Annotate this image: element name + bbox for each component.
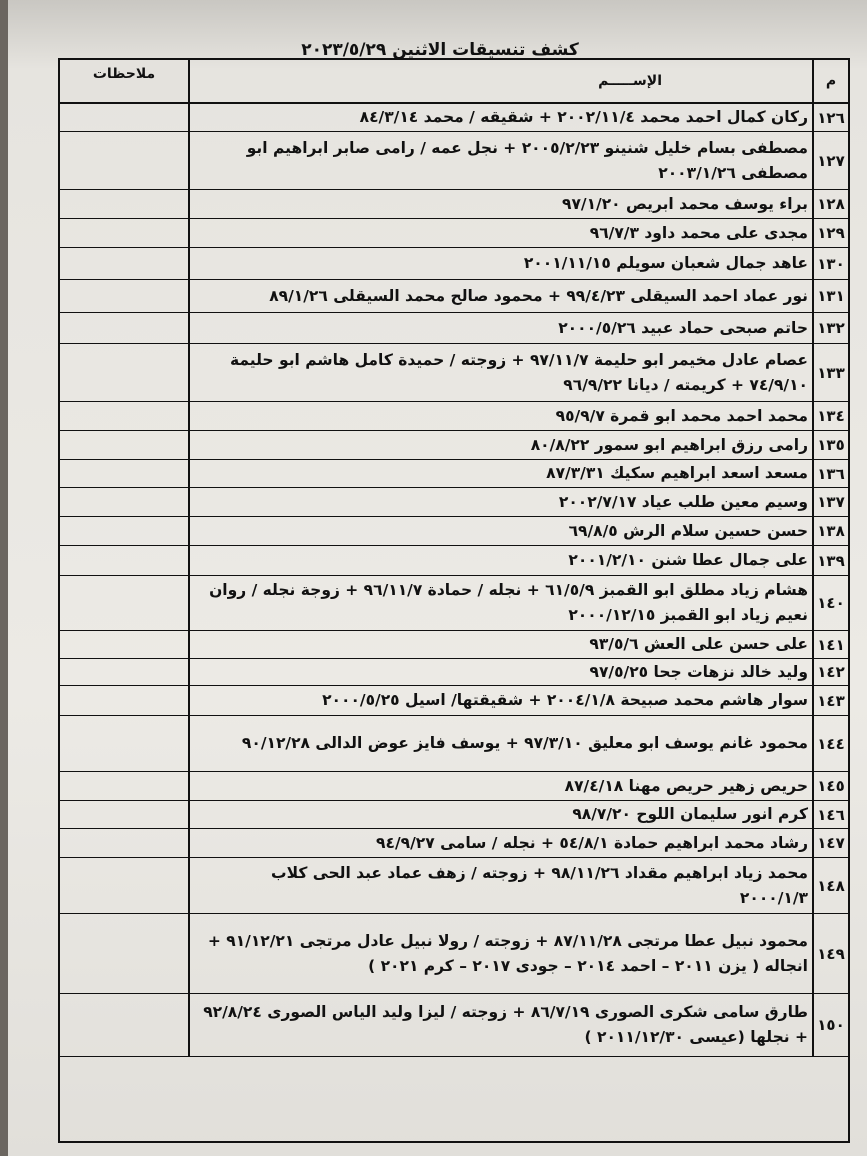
row-number: ١٢٦: [812, 104, 848, 131]
row-notes: [60, 431, 188, 459]
header-number: م: [812, 60, 848, 102]
row-notes: [60, 659, 188, 685]
row-notes: [60, 219, 188, 247]
row-name: [188, 248, 812, 279]
row-name-text: محمود نبيل عطا مرتجى ٨٧/١١/٢٨ + زوجته / رولا نبيل عادل مرتجى ٩١/١٢/٢١ + انجاله ( يزن ٢٠١١ – احمد ٢٠١٤ – جودى ٢٠١٧ – كرم ٢٠٢١ ): [207, 931, 808, 975]
row-number: ١٤٨: [812, 858, 848, 913]
row-number: ١٣١: [812, 280, 848, 312]
row-number: ١٣٠: [812, 248, 848, 279]
row-notes: [60, 248, 188, 279]
row-notes: [60, 402, 188, 430]
table-body: [60, 104, 848, 1057]
row-name: [188, 858, 812, 913]
row-name-text: كرم انور سليمان اللوح ٩٨/٧/٢٠: [572, 805, 808, 823]
row-name: [188, 576, 812, 630]
row-number: ١٢٩: [812, 219, 848, 247]
row-name: [188, 402, 812, 430]
row-notes: [60, 460, 188, 487]
row-number: ١٤٤: [812, 716, 848, 771]
row-notes: [60, 858, 188, 913]
table-row: [60, 313, 848, 344]
table-row: [60, 631, 848, 659]
row-notes: [60, 716, 188, 771]
table-row: [60, 280, 848, 313]
row-name-text: على حسن على العش ٩٣/٥/٦: [589, 635, 808, 653]
table-row: [60, 248, 848, 280]
row-notes: [60, 686, 188, 715]
row-name-text: رشاد محمد ابراهيم حمادة ٥٤/٨/١ + نجله / سامى ٩٤/٩/٢٧: [376, 833, 808, 852]
row-name-text: سوار هاشم محمد صبيحة ٢٠٠٤/١/٨ + شقيقتها/ اسيل ٢٠٠٠/٥/٢٥: [322, 691, 808, 709]
row-name-text: مصطفى بسام خليل شنينو ٢٠٠٥/٢/٢٣ + نجل عمه / رامى صابر ابراهيم ابو مصطفى ٢٠٠٣/١/٢٦: [246, 138, 808, 182]
row-name: [188, 994, 812, 1056]
row-name: [188, 219, 812, 247]
table-row: [60, 801, 848, 829]
table-row: [60, 219, 848, 248]
row-name-text: حاتم صبحى حماد عبيد ٢٠٠٠/٥/٢٦: [558, 318, 808, 337]
table-row: [60, 659, 848, 686]
header-name: الإســـــم: [188, 60, 812, 102]
table-row: [60, 576, 848, 631]
table-row: [60, 772, 848, 801]
row-number: ١٣٥: [812, 431, 848, 459]
table-row: [60, 431, 848, 460]
row-name-text: رامى رزق ابراهيم ابو سمور ٨٠/٨/٢٢: [530, 435, 808, 454]
table-row: [60, 686, 848, 716]
row-number: ١٣٩: [812, 546, 848, 575]
row-name: [188, 716, 812, 771]
row-name: [188, 914, 812, 993]
table-header: [60, 60, 848, 104]
row-number: ١٣٢: [812, 313, 848, 343]
row-notes: [60, 914, 188, 993]
row-number: ١٤٧: [812, 829, 848, 857]
row-number: ١٣٨: [812, 517, 848, 545]
row-name: [188, 460, 812, 487]
row-name-text: وسيم معين طلب عياد ٢٠٠٢/٧/١٧: [558, 492, 808, 511]
row-notes: [60, 190, 188, 218]
row-name: [188, 344, 812, 401]
row-number: ١٤٠: [812, 576, 848, 630]
row-notes: [60, 576, 188, 630]
row-notes: [60, 517, 188, 545]
names-table: [58, 58, 850, 1143]
table-row: [60, 994, 848, 1057]
row-name-text: طارق سامى شكرى الصورى ٨٦/٧/١٩ + زوجته / ليزا وليد الياس الصورى ٩٢/٨/٢٤ + نجلها (عيسى ٢٠١١/١٢/٣٠ ): [203, 1003, 808, 1046]
table-row: [60, 190, 848, 219]
row-number: ١٤٣: [812, 686, 848, 715]
table-row: [60, 546, 848, 576]
row-name: [188, 190, 812, 218]
row-number: ١٣٣: [812, 344, 848, 401]
row-name: [188, 772, 812, 800]
table-row: [60, 344, 848, 402]
row-name-text: براء يوسف محمد ابريص ٩٧/١/٢٠: [561, 194, 808, 213]
row-number: ١٣٦: [812, 460, 848, 487]
row-name-text: هشام زياد مطلق ابو القمبز ٦١/٥/٩ + نجله / حمادة ٩٦/١١/٧ + زوجة نجله / روان نعيم زياد ابو القمبز ٢٠٠٠/١٢/١٥: [209, 581, 808, 624]
row-name-text: وليد خالد نزهات جحا ٩٧/٥/٢٥: [589, 662, 808, 681]
table-row: [60, 716, 848, 772]
row-notes: [60, 132, 188, 189]
row-name: [188, 313, 812, 343]
row-number: ١٤٥: [812, 772, 848, 800]
row-number: ١٣٧: [812, 488, 848, 516]
row-name: [188, 488, 812, 516]
header-notes: ملاحظات: [60, 60, 188, 102]
row-name: [188, 829, 812, 857]
row-number: ١٤١: [812, 631, 848, 658]
row-number: ١٣٤: [812, 402, 848, 430]
table-row: [60, 460, 848, 488]
row-name-text: حريص زهير حريص مهنا ٨٧/٤/١٨: [564, 776, 808, 795]
row-name: [188, 132, 812, 189]
row-name: [188, 686, 812, 715]
row-notes: [60, 344, 188, 401]
page-title: كشف تنسيقات الاثنين ٢٠٢٣/٥/٢٩: [301, 40, 579, 60]
table-row: [60, 132, 848, 190]
row-name: [188, 280, 812, 312]
row-name-text: مجدى على محمد داود ٩٦/٧/٣: [589, 223, 808, 242]
row-notes: [60, 546, 188, 575]
row-notes: [60, 994, 188, 1056]
row-number: ١٥٠: [812, 994, 848, 1056]
row-number: ١٢٨: [812, 190, 848, 218]
table-row: [60, 858, 848, 914]
row-notes: [60, 801, 188, 828]
row-name: [188, 659, 812, 685]
row-number: ١٤٢: [812, 659, 848, 685]
row-name: [188, 517, 812, 545]
row-notes: [60, 488, 188, 516]
row-name-text: عاهد جمال شعبان سويلم ٢٠٠١/١١/١٥: [523, 254, 808, 272]
row-name-text: ركان كمال احمد محمد ٢٠٠٢/١١/٤ + شقيقه / محمد ٨٤/٣/١٤: [359, 108, 808, 126]
row-notes: [60, 631, 188, 658]
row-name-text: على جمال عطا شنن ٢٠٠١/٢/١٠: [568, 551, 808, 569]
table-row: [60, 488, 848, 517]
row-number: ١٤٦: [812, 801, 848, 828]
row-notes: [60, 280, 188, 312]
row-name-text: مسعد اسعد ابراهيم سكيك ٨٧/٣/٣١: [546, 464, 808, 482]
row-name: [188, 431, 812, 459]
row-notes: [60, 829, 188, 857]
table-row: [60, 517, 848, 546]
row-notes: [60, 772, 188, 800]
row-name-text: محمود غانم يوسف ابو معليق ٩٧/٣/١٠ + يوسف فايز عوض الدالى ٩٠/١٢/٢٨: [241, 734, 808, 752]
row-notes: [60, 313, 188, 343]
table-row: [60, 829, 848, 858]
table-row: [60, 104, 848, 132]
row-name-text: محمد زياد ابراهيم مقداد ٩٨/١١/٢٦ + زوجته / زهف عماد عبد الحى كلاب ٢٠٠٠/١/٣: [271, 863, 808, 907]
row-name: [188, 631, 812, 658]
row-name: [188, 801, 812, 828]
row-number: ١٤٩: [812, 914, 848, 993]
row-name-text: نور عماد احمد السيقلى ٩٩/٤/٢٣ + محمود صالح محمد السيقلى ٨٩/١/٢٦: [269, 286, 808, 305]
row-name-text: عصام عادل مخيمر ابو حليمة ٩٧/١١/٧ + زوجته / حميدة كامل هاشم ابو حليمة ٧٤/٩/١٠ + كريمته / ديانا ٩٦/٩/٢٢: [229, 350, 808, 394]
row-name: [188, 546, 812, 575]
row-notes: [60, 104, 188, 131]
table-row: [60, 914, 848, 994]
row-name: [188, 104, 812, 131]
row-name-text: حسن حسين سلام الرش ٦٩/٨/٥: [568, 521, 808, 540]
table-row: [60, 402, 848, 431]
row-number: ١٢٧: [812, 132, 848, 189]
row-name-text: محمد احمد محمد ابو قمرة ٩٥/٩/٧: [555, 406, 808, 425]
